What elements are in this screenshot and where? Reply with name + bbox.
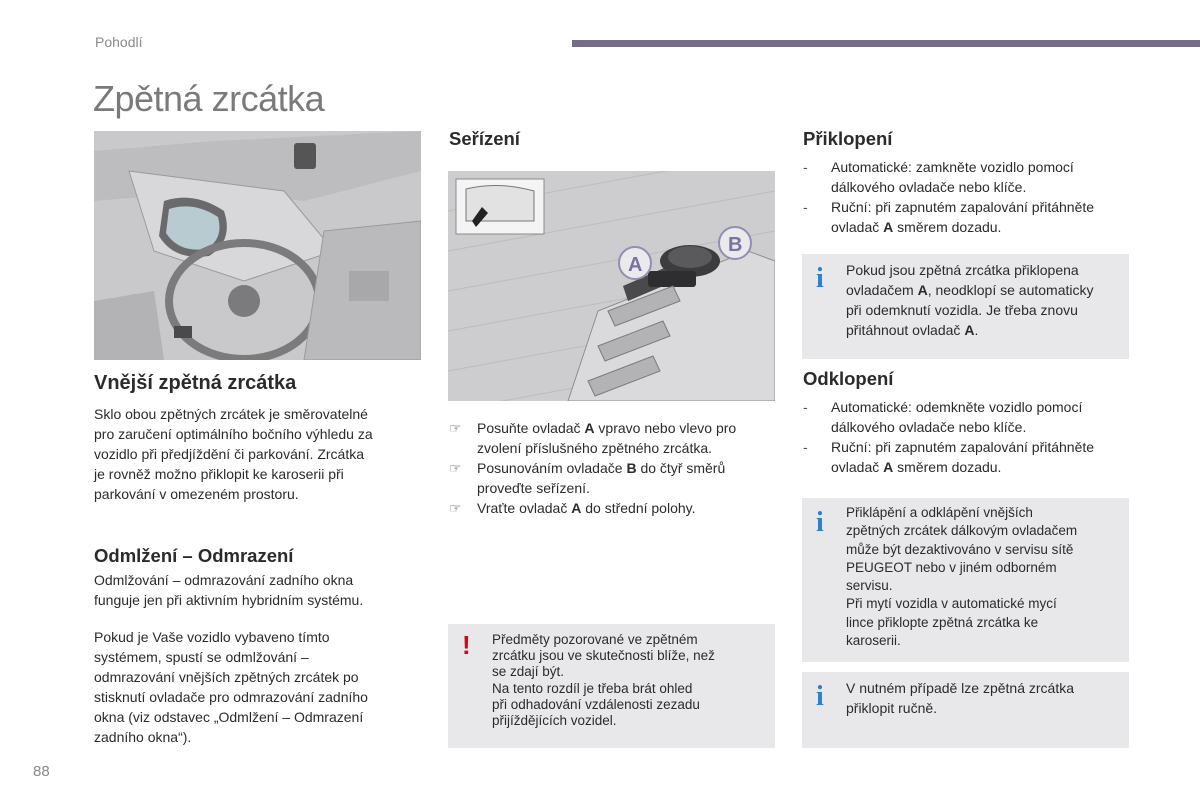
text-line <box>846 260 1093 280</box>
note-line: při odhadování vzdálenosti zezadu <box>492 696 700 712</box>
fold-info-note <box>802 254 1129 359</box>
text-line <box>846 614 1077 632</box>
note-line: Na tento rozdíl je třeba brát ohled <box>492 680 693 696</box>
defrost-heading: Odmlžení – Odmrazení <box>94 545 294 566</box>
paragraph-line: okna (viz odstavec „Odmlžení – Odmrazení <box>94 709 364 725</box>
exterior-mirrors-heading: Vnější zpětná zrcátka <box>94 372 297 394</box>
exterior-mirrors-intro <box>94 404 424 504</box>
defrost-paragraph-1 <box>94 570 424 610</box>
dash-bullet: - <box>803 399 808 415</box>
dash-bullet: - <box>803 199 808 215</box>
pointing-hand-icon: ☞ <box>449 460 462 476</box>
text-span: ovladač <box>831 219 884 235</box>
paragraph-line: je rovněž možno přiklopit ke karoserii při <box>94 466 344 482</box>
list-item <box>803 437 1133 477</box>
text-line <box>846 522 1077 540</box>
text-span: Přiklápění a odklápění vnějších <box>846 505 1033 520</box>
control-letter: A <box>917 282 928 298</box>
adjustment-steps <box>449 418 779 518</box>
text-span: do čtyř směrů <box>636 460 726 476</box>
text-span: lince přiklopte zpětná zrcátka ke <box>846 614 1039 630</box>
text-line <box>831 197 1133 217</box>
text-span: Pokud jsou zpětná zrcátka přiklopena <box>846 262 1079 278</box>
text-span: zvolení příslušného zpětného zrcátka. <box>477 440 713 456</box>
text-span: směrem dozadu. <box>893 459 1002 475</box>
text-line <box>846 541 1077 559</box>
list-item <box>449 418 779 458</box>
paragraph-line: Pokud je Vaše vozidlo vybaveno tímto <box>94 629 330 645</box>
text-span: V nutném případě lze zpětná zrcátka <box>846 680 1075 696</box>
text-span: vpravo nebo vlevo pro <box>594 420 737 436</box>
text-span: Automatické: odemkněte vozidlo pomocí <box>831 399 1083 415</box>
text-line <box>831 437 1133 457</box>
text-line <box>846 678 1074 698</box>
info-icon: i <box>816 263 824 294</box>
text-span: proveďte seřízení. <box>477 480 590 496</box>
text-span: Při mytí vozidla v automatické mycí <box>846 596 1057 612</box>
list-item <box>449 498 779 518</box>
mirror-control-illustration <box>448 171 775 401</box>
warning-icon: ! <box>462 630 471 660</box>
text-line <box>477 498 779 518</box>
page-title: Zpětná zrcátka <box>93 78 325 119</box>
label-b: B <box>728 234 743 256</box>
paragraph-line: zadního okna“). <box>94 729 192 745</box>
control-letter: A <box>964 322 975 338</box>
text-line <box>846 320 1093 340</box>
text-span: Ruční: při zapnutém zapalování přitáhněte <box>831 439 1095 455</box>
text-line <box>477 478 779 498</box>
control-letter: A <box>584 420 595 436</box>
text-span: Posunováním ovladače <box>477 460 627 476</box>
text-line <box>831 157 1133 177</box>
text-line <box>831 217 1133 237</box>
text-span: Posuňte ovladač <box>477 420 585 436</box>
text-span: Ruční: při zapnutém zapalování přitáhněte <box>831 199 1095 215</box>
text-line <box>477 458 779 478</box>
note-line: zrcátku jsou ve skutečnosti blíže, než <box>492 648 715 664</box>
text-span: může být dezaktivováno v servisu sítě <box>846 541 1074 557</box>
section-label: Pohodlí <box>95 34 143 50</box>
text-line <box>846 632 1077 650</box>
text-line <box>846 300 1093 320</box>
paragraph-line: systémem, spustí se odmlžování – <box>94 649 309 665</box>
text-span: dálkového ovladače nebo klíče. <box>831 419 1027 435</box>
note-line: přijíždějících vozidel. <box>492 713 617 729</box>
paragraph-line: pro zaručení optimálního bočního výhledu za <box>94 426 373 442</box>
control-letter: A <box>571 500 582 516</box>
unfold-heading: Odklopení <box>803 368 894 389</box>
note-line: se zdají být. <box>492 664 565 680</box>
text-span: , neodklopí se automaticky <box>927 282 1094 298</box>
warning-note <box>448 624 775 748</box>
text-span: do střední polohy. <box>581 500 696 516</box>
text-span: při odemknutí vozidla. Je třeba znovu <box>846 302 1078 318</box>
manual-info-note <box>802 672 1129 748</box>
text-line <box>846 504 1077 522</box>
page-number: 88 <box>33 763 50 780</box>
text-line <box>831 457 1133 477</box>
paragraph-line: vozidlo při předjíždění či parkování. Zrcátka <box>94 446 365 462</box>
text-span: servisu. <box>846 578 893 594</box>
text-span: ovladačem <box>846 282 918 298</box>
paragraph-line: odmrazování vnějších zpětných zrcátek po <box>94 669 359 685</box>
paragraph-line: stisknutí ovladače pro odmrazování zadního <box>94 689 368 705</box>
dash-bullet: - <box>803 159 808 175</box>
paragraph-line: Odmlžování – odmrazování zadního okna <box>94 572 354 588</box>
text-line <box>477 418 779 438</box>
header-bar <box>572 40 1200 47</box>
dash-bullet: - <box>803 439 808 455</box>
paragraph-line: parkování v omezeném prostoru. <box>94 486 299 502</box>
text-line <box>846 595 1077 613</box>
text-span: přiklopit ručně. <box>846 700 938 716</box>
pointing-hand-icon: ☞ <box>449 420 462 436</box>
text-span: směrem dozadu. <box>893 219 1002 235</box>
defrost-paragraph-2 <box>94 627 424 747</box>
text-span: ovladač <box>831 459 884 475</box>
text-line <box>846 280 1093 300</box>
text-line <box>831 397 1133 417</box>
text-line <box>831 177 1133 197</box>
fold-list <box>803 157 1133 237</box>
unfold-list <box>803 397 1133 477</box>
control-letter: B <box>626 460 637 476</box>
text-line <box>846 698 1074 718</box>
adjustment-heading: Seřízení <box>449 128 520 149</box>
text-line <box>846 559 1077 577</box>
info-icon: i <box>816 681 824 712</box>
car-interior-illustration <box>94 131 421 360</box>
text-span: zpětných zrcátek dálkovým ovladačem <box>846 523 1078 539</box>
control-letter: A <box>883 459 894 475</box>
text-span: . <box>974 322 979 338</box>
paragraph-line: funguje jen při aktivním hybridním systému. <box>94 592 364 608</box>
info-icon: i <box>816 507 824 538</box>
text-span: dálkového ovladače nebo klíče. <box>831 179 1027 195</box>
service-info-note <box>802 498 1129 662</box>
list-item <box>803 197 1133 237</box>
list-item <box>449 458 779 498</box>
text-span: Automatické: zamkněte vozidlo pomocí <box>831 159 1074 175</box>
label-a: A <box>628 254 643 276</box>
text-line <box>846 577 1077 595</box>
text-line <box>831 417 1133 437</box>
fold-heading: Přiklopení <box>803 128 893 149</box>
text-line <box>477 438 779 458</box>
text-span: PEUGEOT nebo v jiném odborném <box>846 559 1057 575</box>
paragraph-line: Sklo obou zpětných zrcátek je směrovatelné <box>94 406 368 422</box>
text-span: Vraťte ovladač <box>477 500 572 516</box>
control-letter: A <box>883 219 894 235</box>
text-span: karoserii. <box>846 633 901 649</box>
pointing-hand-icon: ☞ <box>449 500 462 516</box>
list-item <box>803 157 1133 197</box>
note-line: Předměty pozorované ve zpětném <box>492 632 698 647</box>
text-span: přitáhnout ovladač <box>846 322 965 338</box>
list-item <box>803 397 1133 437</box>
